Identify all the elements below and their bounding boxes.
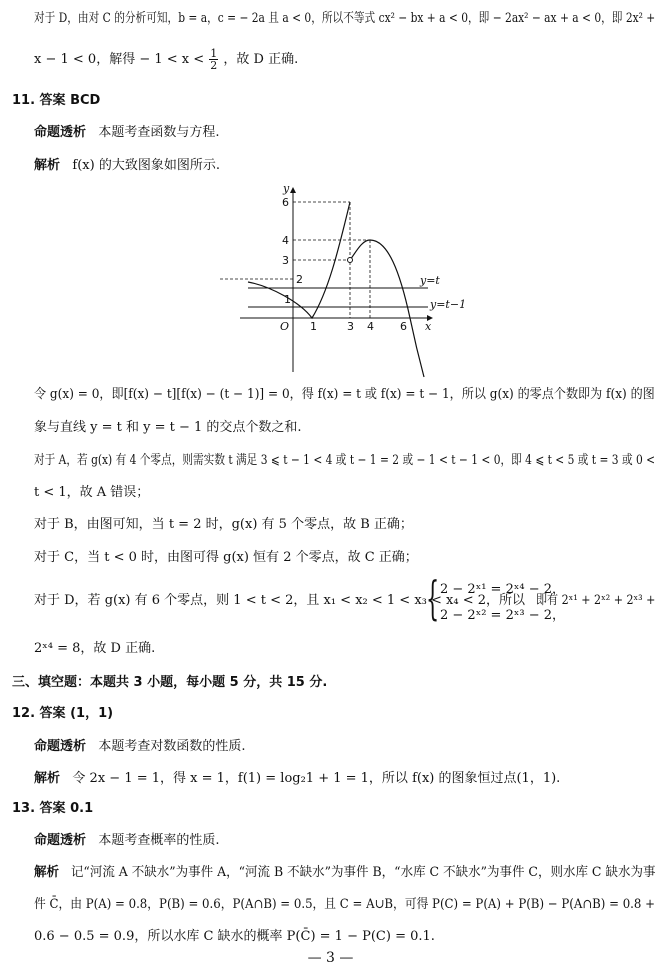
- function-graph: [210, 182, 467, 382]
- tick-y-1: 1: [284, 293, 291, 306]
- line-t1-label: y=t−1: [430, 298, 467, 311]
- text-line: 件 C̄，由 P(A) = 0.8，P(B) = 0.6，P(A∩B) = 0.5，且 C = A∪B，可得 P(C) = P(A) + P(B) − P(A∩B) = 0.8 +: [34, 897, 655, 912]
- page-number: — 3 —: [307, 950, 354, 966]
- x-axis-label: x: [425, 320, 432, 333]
- tick-x-4: 4: [367, 320, 374, 333]
- q11-solution: 解析 f(x) 的大致图象如图所示.: [34, 158, 220, 173]
- question-12-answer: 12. 答案 (1，1): [12, 706, 114, 721]
- text-line: 0.6 − 0.5 = 0.9，所以水库 C 缺水的概率 P(C̄) = 1 − P(C) = 0.1.: [34, 929, 435, 944]
- text-line: 令 g(x) = 0，即[f(x) − t][f(x) − (t − 1)] = 0，得 f(x) = t 或 f(x) = t − 1，所以 g(x) 的零点个数即为 f(x) 的图: [34, 387, 655, 402]
- curve: [350, 240, 424, 377]
- section-heading: 三、填空题：本题共 3 小题，每小题 5 分，共 15 分.: [12, 675, 328, 690]
- tick-y-4: 4: [282, 234, 289, 247]
- text-line: 对于 D，由对 C 的分析可知，b = a，c = − 2a 且 a < 0，所以不等式 cx² − bx + a < 0，即 − 2ax² − ax + a < 0，即 2x² +: [34, 11, 656, 26]
- tick-x-1: 1: [310, 320, 317, 333]
- text-line: t < 1，故 A 错误；: [34, 485, 150, 500]
- question-13-answer: 13. 答案 0.1: [12, 801, 94, 816]
- fraction: $\frac{1}{2}$: [210, 47, 218, 72]
- q12-analysis: 命题透析 本题考查对数函数的性质.: [34, 739, 246, 754]
- q11-analysis: 命题透析 本题考查函数与方程.: [34, 125, 220, 140]
- tick-y-3: 3: [282, 254, 289, 267]
- equation-system: { 2 − 2ˣ¹ = 2ˣ⁴ − 2， 2 − 2ˣ² = 2ˣ³ − 2，: [426, 571, 565, 625]
- text-line: 对于 A，若 g(x) 有 4 个零点，则需实数 t 满足 3 ⩽ t − 1 < 4 或 t − 1 = 2 或 − 1 < t − 1 < 0，即 4 ⩽ t < 5 或 t = 3 或 0 <: [34, 453, 656, 468]
- text-line: 象与直线 y = t 和 y = t − 1 的交点个数之和.: [34, 420, 302, 435]
- q12-solution: 解析 令 2x − 1 = 1，得 x = 1，f(1) = log₂1 + 1 = 1，所以 f(x) 的图象恒过点(1，1).: [34, 771, 561, 786]
- y-axis-label: y: [283, 182, 290, 195]
- text-line: 2ˣ⁴ = 8，故 D 正确.: [34, 641, 156, 656]
- text-line: 对于 C，当 t < 0 时，由图可得 g(x) 恒有 2 个零点，故 C 正确；: [34, 550, 418, 565]
- tick-x-3: 3: [347, 320, 354, 333]
- origin-label: O: [280, 320, 290, 333]
- tick-y-2: 2: [296, 273, 303, 286]
- text-line: x − 1 < 0，解得 − 1 < x < $\frac{1}{2}$ ，故 D 正确.: [34, 47, 299, 72]
- text-line: 对于 B，由图可知，当 t = 2 时，g(x) 有 5 个零点，故 B 正确；: [34, 517, 413, 532]
- tick-x-6: 6: [400, 320, 407, 333]
- q13-solution: 解析 记“河流 A 不缺水”为事件 A，“河流 B 不缺水”为事件 B，“水库 C 不缺水”为事件 C，则水库 C 缺水为事: [34, 865, 656, 880]
- tick-y-6: 6: [282, 196, 289, 209]
- line-t-label: y=t: [420, 274, 440, 287]
- text-line: 即有 2ˣ¹ + 2ˣ² + 2ˣ³ +: [536, 593, 656, 608]
- question-11-answer: 11. 答案 BCD: [12, 93, 101, 108]
- q13-analysis: 命题透析 本题考查概率的性质.: [34, 833, 220, 848]
- text-line: 对于 D，若 g(x) 有 6 个零点，则 1 < t < 2，且 x₁ < x₂ < 1 < x₃ < x₄ < 2，所以: [34, 593, 525, 608]
